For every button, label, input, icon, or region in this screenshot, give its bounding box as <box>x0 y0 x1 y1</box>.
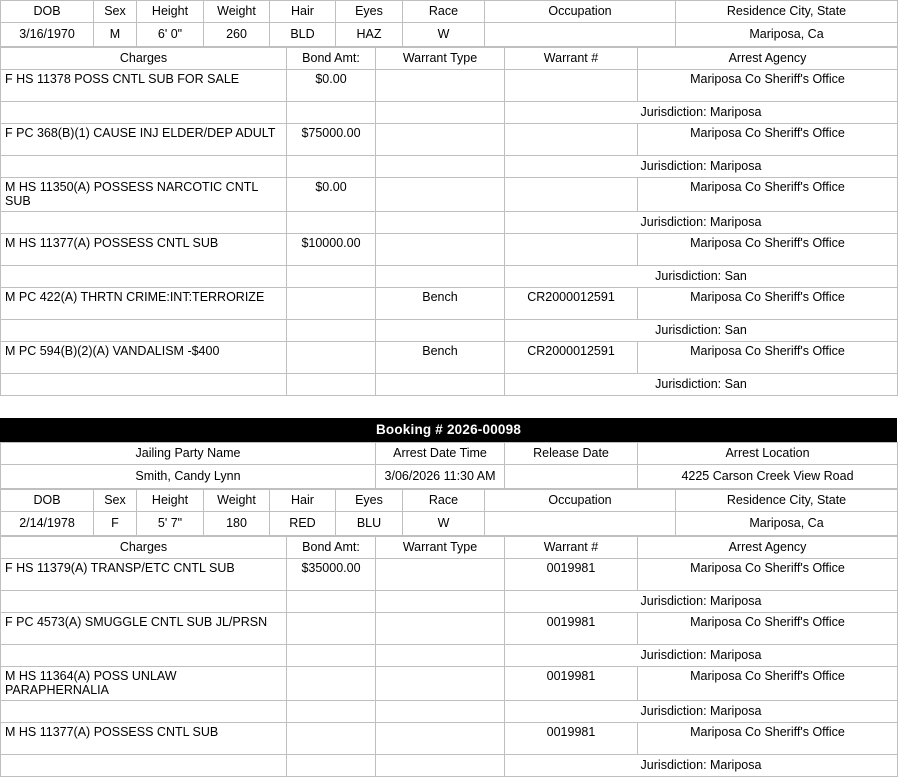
col-header-warrant-no: Warrant # <box>505 536 638 558</box>
jurisdiction-bond-spacer <box>287 590 376 612</box>
jurisdiction-bond-spacer <box>287 700 376 722</box>
charge-arrest-agency: Mariposa Co Sheriff's Office <box>638 124 898 156</box>
jurisdiction-row <box>1 156 898 178</box>
jurisdiction-bond-spacer <box>287 265 376 287</box>
charge-warrant-type <box>376 124 505 156</box>
charge-description: M PC 594(B)(2)(A) VANDALISM -$400 <box>1 341 287 373</box>
jurisdiction-charge-spacer <box>1 644 287 666</box>
charge-warrant-number: 0019981 <box>505 612 638 644</box>
charge-row <box>1 233 898 265</box>
charge-warrant-number: 0019981 <box>505 666 638 700</box>
charge-warrant-type: Bench <box>376 287 505 319</box>
col-header-charges: Charges <box>1 536 287 558</box>
jurisdiction-label: Jurisdiction: San <box>505 265 898 287</box>
booking-number-banner: Booking # 2026-00098 <box>0 418 897 442</box>
jurisdiction-warrant-type-spacer <box>376 754 505 776</box>
col-header-race: Race <box>403 489 485 511</box>
charge-bond-amount: $35000.00 <box>287 558 376 590</box>
jurisdiction-charge-spacer <box>1 754 287 776</box>
jurisdiction-warrant-type-spacer <box>376 319 505 341</box>
charge-warrant-number <box>505 70 638 102</box>
jurisdiction-bond-spacer <box>287 156 376 178</box>
jurisdiction-bond-spacer <box>287 319 376 341</box>
charge-bond-amount: $75000.00 <box>287 124 376 156</box>
charge-warrant-type <box>376 70 505 102</box>
col-header-warrant-type: Warrant Type <box>376 536 505 558</box>
jurisdiction-warrant-type-spacer <box>376 373 505 395</box>
col-header-weight: Weight <box>204 1 270 23</box>
col-header-height: Height <box>137 1 204 23</box>
charge-arrest-agency: Mariposa Co Sheriff's Office <box>638 612 898 644</box>
col-header-hair: Hair <box>270 1 336 23</box>
jurisdiction-bond-spacer <box>287 102 376 124</box>
charge-row <box>1 722 898 754</box>
value-dob: 2/14/1978 <box>1 511 94 535</box>
demographics-header-row <box>1 489 898 511</box>
jurisdiction-label: Jurisdiction: Mariposa <box>505 700 898 722</box>
col-header-dob: DOB <box>1 489 94 511</box>
section-divider <box>0 396 900 418</box>
value-sex: F <box>94 511 137 535</box>
charge-warrant-number <box>505 178 638 212</box>
charge-arrest-agency: Mariposa Co Sheriff's Office <box>638 287 898 319</box>
charge-bond-amount <box>287 287 376 319</box>
col-header-race: Race <box>403 1 485 23</box>
charge-arrest-agency: Mariposa Co Sheriff's Office <box>638 722 898 754</box>
col-header-height: Height <box>137 489 204 511</box>
value-sex: M <box>94 23 137 47</box>
value-arrest-date-time: 3/06/2026 11:30 AM <box>376 464 505 488</box>
jurisdiction-charge-spacer <box>1 102 287 124</box>
charge-bond-amount <box>287 666 376 700</box>
charge-bond-amount: $0.00 <box>287 70 376 102</box>
col-header-arrest-location: Arrest Location <box>638 442 898 464</box>
jurisdiction-bond-spacer <box>287 211 376 233</box>
charge-warrant-type <box>376 666 505 700</box>
jurisdiction-row <box>1 265 898 287</box>
col-header-eyes: Eyes <box>336 1 403 23</box>
jurisdiction-row <box>1 644 898 666</box>
col-header-residence: Residence City, State <box>676 489 898 511</box>
charge-row <box>1 70 898 102</box>
jurisdiction-label: Jurisdiction: Mariposa <box>505 102 898 124</box>
col-header-weight: Weight <box>204 489 270 511</box>
jurisdiction-warrant-type-spacer <box>376 644 505 666</box>
charge-warrant-type: Bench <box>376 341 505 373</box>
jurisdiction-label: Jurisdiction: San <box>505 319 898 341</box>
charge-description: M HS 11364(A) POSS UNLAW PARAPHERNALIA <box>1 666 287 700</box>
jurisdiction-row <box>1 754 898 776</box>
value-height: 5' 7" <box>137 511 204 535</box>
jurisdiction-row <box>1 211 898 233</box>
charge-warrant-type <box>376 233 505 265</box>
charge-warrant-type <box>376 722 505 754</box>
charge-description: M HS 11377(A) POSSESS CNTL SUB <box>1 722 287 754</box>
charge-arrest-agency: Mariposa Co Sheriff's Office <box>638 666 898 700</box>
col-header-occupation: Occupation <box>485 1 676 23</box>
charge-arrest-agency: Mariposa Co Sheriff's Office <box>638 178 898 212</box>
col-header-sex: Sex <box>94 1 137 23</box>
jurisdiction-label: Jurisdiction: San <box>505 373 898 395</box>
value-hair: BLD <box>270 23 336 47</box>
charge-warrant-number: CR2000012591 <box>505 341 638 373</box>
charges-table-2 <box>0 536 898 777</box>
charge-warrant-type <box>376 612 505 644</box>
value-eyes: HAZ <box>336 23 403 47</box>
charge-row <box>1 341 898 373</box>
col-header-bond-amt: Bond Amt: <box>287 48 376 70</box>
col-header-release-date: Release Date <box>505 442 638 464</box>
party-value-row <box>1 464 898 488</box>
demographics-table-1 <box>0 0 898 47</box>
charge-bond-amount: $10000.00 <box>287 233 376 265</box>
jurisdiction-label: Jurisdiction: Mariposa <box>505 590 898 612</box>
jurisdiction-warrant-type-spacer <box>376 590 505 612</box>
jurisdiction-charge-spacer <box>1 373 287 395</box>
charge-arrest-agency: Mariposa Co Sheriff's Office <box>638 558 898 590</box>
party-header-row <box>1 442 898 464</box>
jurisdiction-charge-spacer <box>1 700 287 722</box>
jurisdiction-label: Jurisdiction: Mariposa <box>505 644 898 666</box>
jurisdiction-bond-spacer <box>287 754 376 776</box>
jurisdiction-label: Jurisdiction: Mariposa <box>505 211 898 233</box>
demographics-value-row <box>1 511 898 535</box>
col-header-eyes: Eyes <box>336 489 403 511</box>
charge-description: F HS 11378 POSS CNTL SUB FOR SALE <box>1 70 287 102</box>
col-header-arrest-agency: Arrest Agency <box>638 48 898 70</box>
charges-table-1 <box>0 47 898 396</box>
jurisdiction-row <box>1 700 898 722</box>
value-weight: 180 <box>204 511 270 535</box>
jurisdiction-charge-spacer <box>1 211 287 233</box>
charge-description: M PC 422(A) THRTN CRIME:INT:TERRORIZE <box>1 287 287 319</box>
demographics-table-2 <box>0 489 898 536</box>
charge-bond-amount <box>287 612 376 644</box>
demographics-value-row <box>1 23 898 47</box>
party-table-2 <box>0 442 898 489</box>
jurisdiction-row <box>1 373 898 395</box>
charge-description: F PC 4573(A) SMUGGLE CNTL SUB JL/PRSN <box>1 612 287 644</box>
jurisdiction-row <box>1 590 898 612</box>
charge-row <box>1 666 898 700</box>
value-height: 6' 0" <box>137 23 204 47</box>
col-header-warrant-type: Warrant Type <box>376 48 505 70</box>
jurisdiction-bond-spacer <box>287 373 376 395</box>
value-residence: Mariposa, Ca <box>676 23 898 47</box>
value-arrest-location: 4225 Carson Creek View Road <box>638 464 898 488</box>
jurisdiction-charge-spacer <box>1 265 287 287</box>
jurisdiction-label: Jurisdiction: Mariposa <box>505 754 898 776</box>
charge-warrant-number <box>505 124 638 156</box>
value-occupation <box>485 23 676 47</box>
charge-row <box>1 612 898 644</box>
value-weight: 260 <box>204 23 270 47</box>
jurisdiction-bond-spacer <box>287 644 376 666</box>
col-header-charges: Charges <box>1 48 287 70</box>
value-race: W <box>403 511 485 535</box>
booking-section-2 <box>0 418 900 777</box>
col-header-dob: DOB <box>1 1 94 23</box>
charge-warrant-type <box>376 558 505 590</box>
value-jailing-party-name: Smith, Candy Lynn <box>1 464 376 488</box>
charge-arrest-agency: Mariposa Co Sheriff's Office <box>638 341 898 373</box>
jurisdiction-charge-spacer <box>1 156 287 178</box>
charge-row <box>1 558 898 590</box>
charge-row <box>1 178 898 212</box>
charge-row <box>1 124 898 156</box>
jurisdiction-warrant-type-spacer <box>376 700 505 722</box>
col-header-jailing-party-name: Jailing Party Name <box>1 442 376 464</box>
charge-arrest-agency: Mariposa Co Sheriff's Office <box>638 233 898 265</box>
value-occupation <box>485 511 676 535</box>
jurisdiction-charge-spacer <box>1 590 287 612</box>
col-header-arrest-date-time: Arrest Date Time <box>376 442 505 464</box>
col-header-hair: Hair <box>270 489 336 511</box>
charge-arrest-agency: Mariposa Co Sheriff's Office <box>638 70 898 102</box>
charge-description: F PC 368(B)(1) CAUSE INJ ELDER/DEP ADULT <box>1 124 287 156</box>
jurisdiction-label: Jurisdiction: Mariposa <box>505 156 898 178</box>
col-header-arrest-agency: Arrest Agency <box>638 536 898 558</box>
value-hair: RED <box>270 511 336 535</box>
jurisdiction-charge-spacer <box>1 319 287 341</box>
charge-warrant-number: CR2000012591 <box>505 287 638 319</box>
charge-bond-amount: $0.00 <box>287 178 376 212</box>
col-header-bond-amt: Bond Amt: <box>287 536 376 558</box>
charges-header-row <box>1 48 898 70</box>
charge-bond-amount <box>287 341 376 373</box>
charge-description: F HS 11379(A) TRANSP/ETC CNTL SUB <box>1 558 287 590</box>
jurisdiction-warrant-type-spacer <box>376 265 505 287</box>
charge-description: M HS 11377(A) POSSESS CNTL SUB <box>1 233 287 265</box>
value-eyes: BLU <box>336 511 403 535</box>
charge-description: M HS 11350(A) POSSESS NARCOTIC CNTL SUB <box>1 178 287 212</box>
charges-header-row <box>1 536 898 558</box>
charge-warrant-number: 0019981 <box>505 558 638 590</box>
value-residence: Mariposa, Ca <box>676 511 898 535</box>
col-header-occupation: Occupation <box>485 489 676 511</box>
jurisdiction-warrant-type-spacer <box>376 211 505 233</box>
jurisdiction-row <box>1 102 898 124</box>
charge-warrant-number <box>505 233 638 265</box>
value-race: W <box>403 23 485 47</box>
charge-bond-amount <box>287 722 376 754</box>
col-header-sex: Sex <box>94 489 137 511</box>
charge-warrant-type <box>376 178 505 212</box>
jurisdiction-warrant-type-spacer <box>376 102 505 124</box>
value-release-date <box>505 464 638 488</box>
col-header-residence: Residence City, State <box>676 1 898 23</box>
value-dob: 3/16/1970 <box>1 23 94 47</box>
jurisdiction-warrant-type-spacer <box>376 156 505 178</box>
charge-warrant-number: 0019981 <box>505 722 638 754</box>
jurisdiction-row <box>1 319 898 341</box>
charge-row <box>1 287 898 319</box>
demographics-header-row <box>1 1 898 23</box>
col-header-warrant-no: Warrant # <box>505 48 638 70</box>
